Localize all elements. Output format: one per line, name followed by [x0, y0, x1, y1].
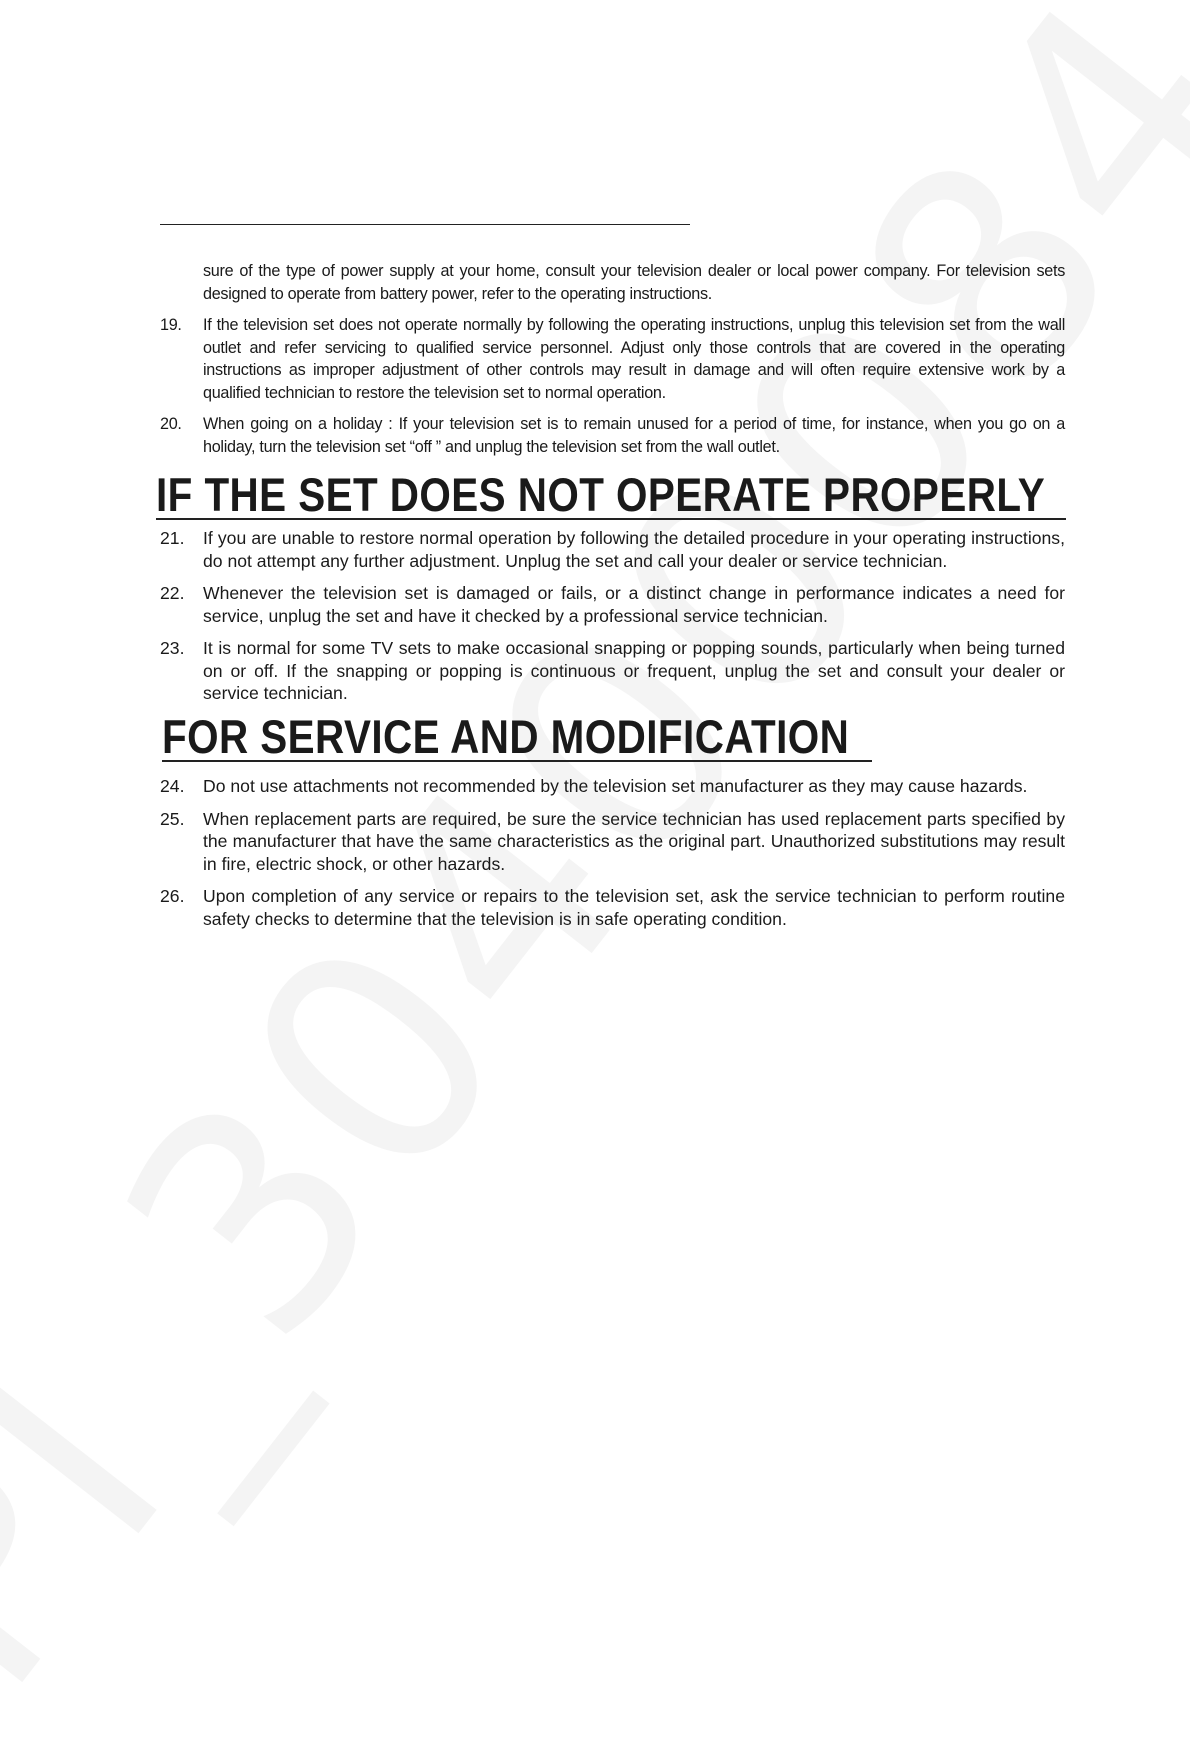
heading-underline [156, 518, 1066, 520]
list-item [160, 885, 1065, 930]
list-item [160, 413, 1065, 458]
item-text: When going on a holiday : If your television set is to remain unused for a period of time, for instance, when you go on a holiday, turn the television set “off ” and unplug the television set from the wall outlet. [203, 415, 1065, 456]
item-number: 22. [160, 583, 185, 603]
item-number: 24. [160, 776, 185, 796]
list-item [160, 260, 1065, 305]
section-heading: IF THE SET DOES NOT OPERATE PROPERLY [156, 468, 1046, 521]
item-number: 25. [160, 808, 185, 829]
section-heading: FOR SERVICE AND MODIFICATION [162, 710, 850, 763]
list-item [160, 582, 1065, 627]
list-item [160, 637, 1065, 705]
item-number: 19. [160, 316, 182, 334]
continued-paragraph: sure of the type of power supply at your home, consult your television dealer or local power company. For television sets designed to operate from battery power, refer to the operating instructions. [203, 262, 1065, 303]
item-text: If you are unable to restore normal operation by following the detailed procedure in your operating instructions, do not attempt any further adjustment. Unplug the set and call your dealer or service technician. [203, 528, 1065, 571]
item-text: Upon completion of any service or repairs to the television set, ask the service technician to perform routine safety checks to determine that the television is in safe operating condition. [203, 886, 1065, 929]
list-item [160, 808, 1065, 876]
section-service [160, 775, 1065, 930]
list-item [160, 775, 1065, 798]
section-safety-continued [160, 260, 1065, 458]
item-text: If the television set does not operate normally by following the operating instructions, unplug this television set from the wall outlet and refer servicing to qualified service personnel. Adjust only those controls that are covered in the operating instructions as improper adjustment of other controls may result in damage and will often require extensive work by a qualified technician to restore the television set to normal operation. [203, 316, 1065, 402]
section-not-operating [160, 527, 1065, 705]
top-rule [160, 224, 690, 225]
item-text: Whenever the television set is damaged or fails, or a distinct change in performance indicates a need for service, unplug the set and have it checked by a professional service technician. [203, 583, 1065, 626]
item-text: Do not use attachments not recommended by the television set manufacturer as they may cause hazards. [203, 776, 1028, 796]
heading-underline [162, 760, 872, 762]
item-number: 23. [160, 638, 185, 658]
item-number: 20. [160, 415, 182, 433]
list-item [160, 527, 1065, 572]
item-text: When replacement parts are required, be sure the service technician has used replacement parts specified by the manufacturer that have the same characteristics as the original part. Unauthorized substitutions may result in fire, electric shock, or other hazards. [203, 808, 1065, 874]
item-text: It is normal for some TV sets to make occasional snapping or popping sounds, particularly when being turned on or off. If the snapping or popping is continuous or frequent, unplug the set and consult your dealer or service technician. [203, 638, 1065, 703]
item-number: 26. [160, 886, 185, 906]
item-number: 21. [160, 528, 185, 548]
list-item [160, 314, 1065, 404]
